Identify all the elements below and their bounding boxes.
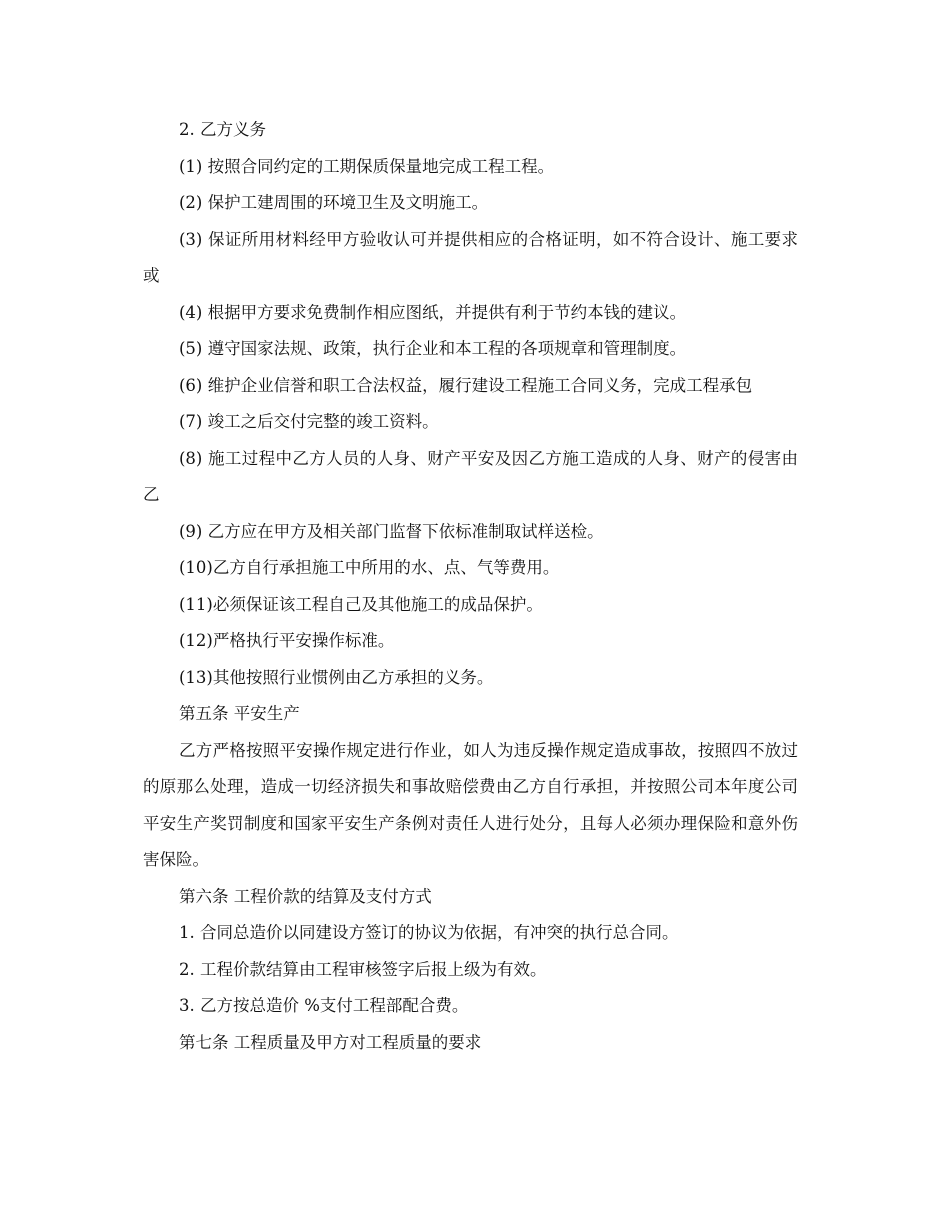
paragraph-item-10: (10)乙方自行承担施工中所用的水、点、气等费用。	[179, 558, 560, 577]
paragraph-payment-1: 1. 合同总造价以同建设方签订的协议为依据，有冲突的执行总合同。	[179, 923, 679, 942]
paragraph-payment-2: 2. 工程价款结算由工程审核签字后报上级为有效。	[179, 959, 547, 979]
paragraph-item-11: (11)必须保证该工程自己及其他施工的成品保护。	[179, 594, 543, 614]
paragraph-item-3: (3) 保证所用材料经甲方验收认可并提供相应的合格证明，如不符合设计、施工要求或	[143, 229, 798, 285]
paragraph-item-13: (13)其他按照行业惯例由乙方承担的义务。	[179, 667, 494, 687]
paragraph-item-7: (7) 竣工之后交付完整的竣工资料。	[179, 412, 439, 431]
paragraph-item-12: (12)严格执行平安操作标准。	[179, 631, 395, 650]
paragraph-payment-3: 3. 乙方按总造价 %支付工程部配合费。	[179, 996, 469, 1015]
paragraph-item-4: (4) 根据甲方要求免费制作相应图纸，并提供有利于节约本钱的建议。	[179, 302, 687, 322]
paragraph-safety-production: 乙方严格按照平安操作规定进行作业，如人为违反操作规定造成事故，按照四不放过的原那么处理，造成一切经济损失和事故赔偿费由乙方自行承担，并按照公司本年度公司平安生产奖罚制度和国家平安生产条例对责任人进行处分，且每人必须办理保险和意外伤害保险。	[143, 740, 798, 869]
section-heading-article-7: 第七条 工程质量及甲方对工程质量的要求	[179, 1032, 482, 1052]
section-heading-article-5: 第五条 平安生产	[179, 704, 300, 723]
paragraph-item-2: (2) 保护工建周围的环境卫生及文明施工。	[179, 193, 489, 212]
paragraph-obligations-heading: 2. 乙方义务	[179, 120, 266, 139]
paragraph-item-8: (8) 施工过程中乙方人员的人身、财产平安及因乙方施工造成的人身、财产的侵害由乙	[143, 448, 798, 504]
paragraph-item-6: (6) 维护企业信誉和职工合法权益，履行建设工程施工合同义务，完成工程承包	[179, 375, 753, 395]
paragraph-item-5: (5) 遵守国家法规、政策，执行企业和本工程的各项规章和管理制度。	[179, 339, 687, 358]
paragraph-item-1: (1) 按照合同约定的工期保质保量地完成工程工程。	[179, 156, 555, 176]
section-heading-article-6: 第六条 工程价款的结算及支付方式	[179, 886, 432, 906]
document-body	[143, 112, 798, 1061]
paragraph-item-9: (9) 乙方应在甲方及相关部门监督下依标准制取试样送检。	[179, 521, 604, 541]
